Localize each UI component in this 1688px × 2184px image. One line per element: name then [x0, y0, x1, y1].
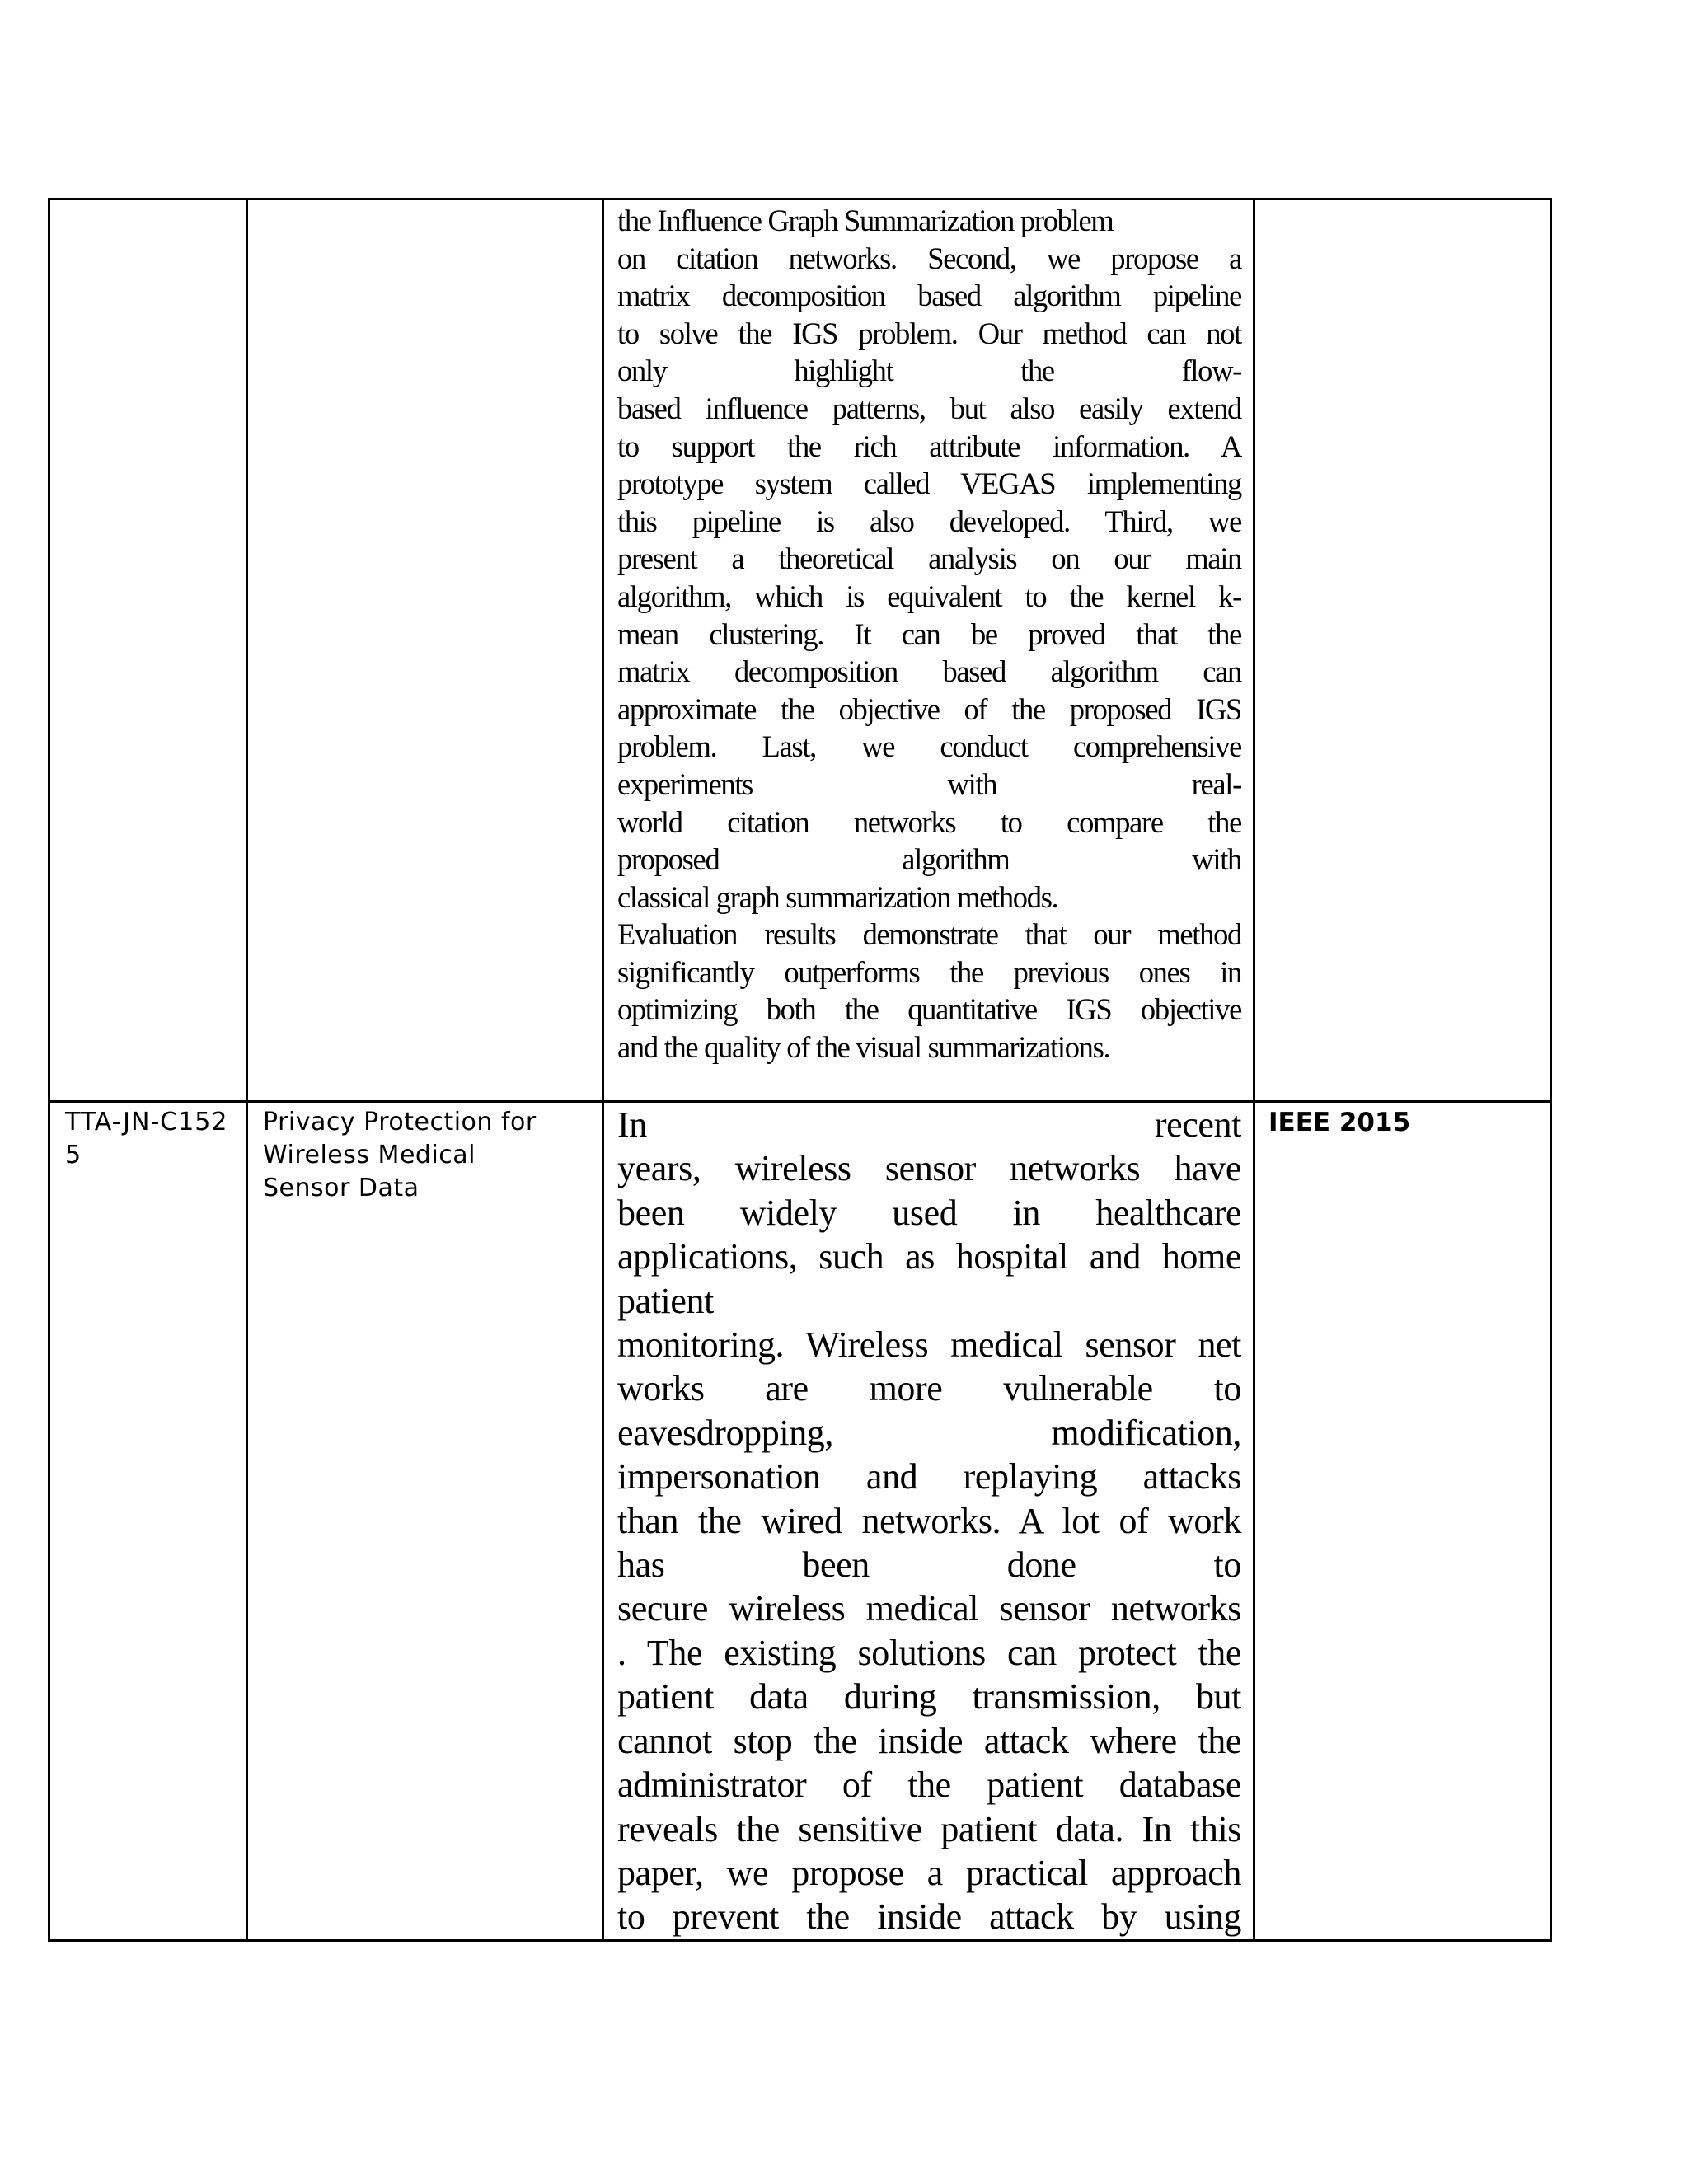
abstract-line: impersonation and replaying attacks — [617, 1456, 1241, 1497]
abstract-line: to support the rich attribute information. A — [617, 429, 1241, 463]
abstract-line: optimizing both the quantitative IGS objective — [617, 992, 1241, 1027]
abstract-line: prototype system called VEGAS implementing — [617, 466, 1241, 501]
project-title — [248, 1103, 602, 1205]
abstract-line: cannot stop the inside attack where the — [617, 1720, 1241, 1761]
abstract-cell — [603, 199, 1254, 1102]
title-line: Privacy Protection for — [263, 1108, 537, 1137]
abstract-line: monitoring. Wireless medical sensor net — [617, 1324, 1241, 1366]
abstract-line: classical graph summarization methods. — [617, 879, 1058, 914]
year-cell — [1254, 1102, 1551, 1941]
abstract-line: experiments with real- — [617, 766, 1241, 801]
abstract-line: patient — [617, 1280, 714, 1321]
abstract-line: on citation networks. Second, we propose a — [617, 241, 1241, 275]
abstract-line: matrix decomposition based algorithm can — [617, 654, 1241, 689]
publication-year — [1255, 200, 1550, 204]
abstract-line: In recent — [617, 1104, 1241, 1145]
abstract-line: significantly outperforms the previous ones in — [617, 954, 1241, 989]
abstract-line: only highlight the flow- — [617, 354, 1241, 388]
abstract-line: administrator of the patient database — [617, 1765, 1241, 1806]
abstract-line: Evaluation results demonstrate that our method — [617, 917, 1241, 952]
abstract-line: than the wired networks. A lot of work — [617, 1500, 1241, 1541]
abstract-line: matrix decomposition based algorithm pipeline — [617, 279, 1241, 313]
abstract-line: to prevent the inside attack by using — [617, 1896, 1241, 1938]
abstract-line: has been done to — [617, 1544, 1241, 1586]
project-title-cell — [247, 199, 603, 1102]
project-table — [48, 198, 1552, 1942]
publication-year: IEEE 2015 — [1268, 1108, 1411, 1137]
abstract-line: problem. Last, we conduct comprehensive — [617, 729, 1241, 764]
project-code-cell — [49, 1102, 247, 1941]
abstract-line: works are more vulnerable to — [617, 1368, 1241, 1409]
abstract-line: eavesdropping, modification, — [617, 1412, 1241, 1453]
abstract-line: secure wireless medical sensor networks — [617, 1588, 1241, 1629]
abstract-text — [604, 202, 1253, 1066]
abstract-line: patient data during transmission, but — [617, 1676, 1241, 1718]
title-line: Wireless Medical — [263, 1141, 476, 1169]
project-title — [248, 200, 602, 204]
abstract-line: paper, we propose a practical approach — [617, 1852, 1241, 1893]
abstract-line: to solve the IGS problem. Our method can not — [617, 316, 1241, 350]
abstract-line: proposed algorithm with — [617, 842, 1241, 877]
abstract-line: and the quality of the visual summarizations. — [617, 1030, 1110, 1065]
abstract-line: algorithm, which is equivalent to the kernel k- — [617, 579, 1241, 613]
abstract-line: reveals the sensitive patient data. In this — [617, 1808, 1241, 1849]
title-line: Sensor Data — [263, 1174, 420, 1202]
abstract-line: world citation networks to compare the — [617, 804, 1241, 839]
table-row — [49, 1102, 1551, 1941]
year-cell — [1254, 199, 1551, 1102]
abstract-cell — [603, 1102, 1254, 1941]
project-code — [50, 200, 238, 204]
project-title-cell — [247, 1102, 603, 1941]
abstract-line: been widely used in healthcare — [617, 1192, 1241, 1233]
abstract-line: applications, such as hospital and home — [617, 1236, 1241, 1277]
abstract-line: the Influence Graph Summarization problem — [617, 204, 1114, 237]
table-row — [49, 199, 1551, 1102]
abstract-line: years, wireless sensor networks have — [617, 1148, 1241, 1189]
abstract-line: this pipeline is also developed. Third, we — [617, 504, 1241, 538]
abstract-line: mean clustering. It can be proved that the — [617, 616, 1241, 651]
project-code: TTA-JN-C1525 — [65, 1108, 228, 1169]
project-code-cell — [49, 199, 247, 1102]
abstract-line: approximate the objective of the proposed IGS — [617, 691, 1241, 726]
abstract-line: . The existing solutions can protect the — [617, 1632, 1241, 1673]
abstract-text — [604, 1103, 1253, 1939]
abstract-line: present a theoretical analysis on our main — [617, 541, 1241, 576]
abstract-line: based influence patterns, but also easily extend — [617, 391, 1241, 425]
